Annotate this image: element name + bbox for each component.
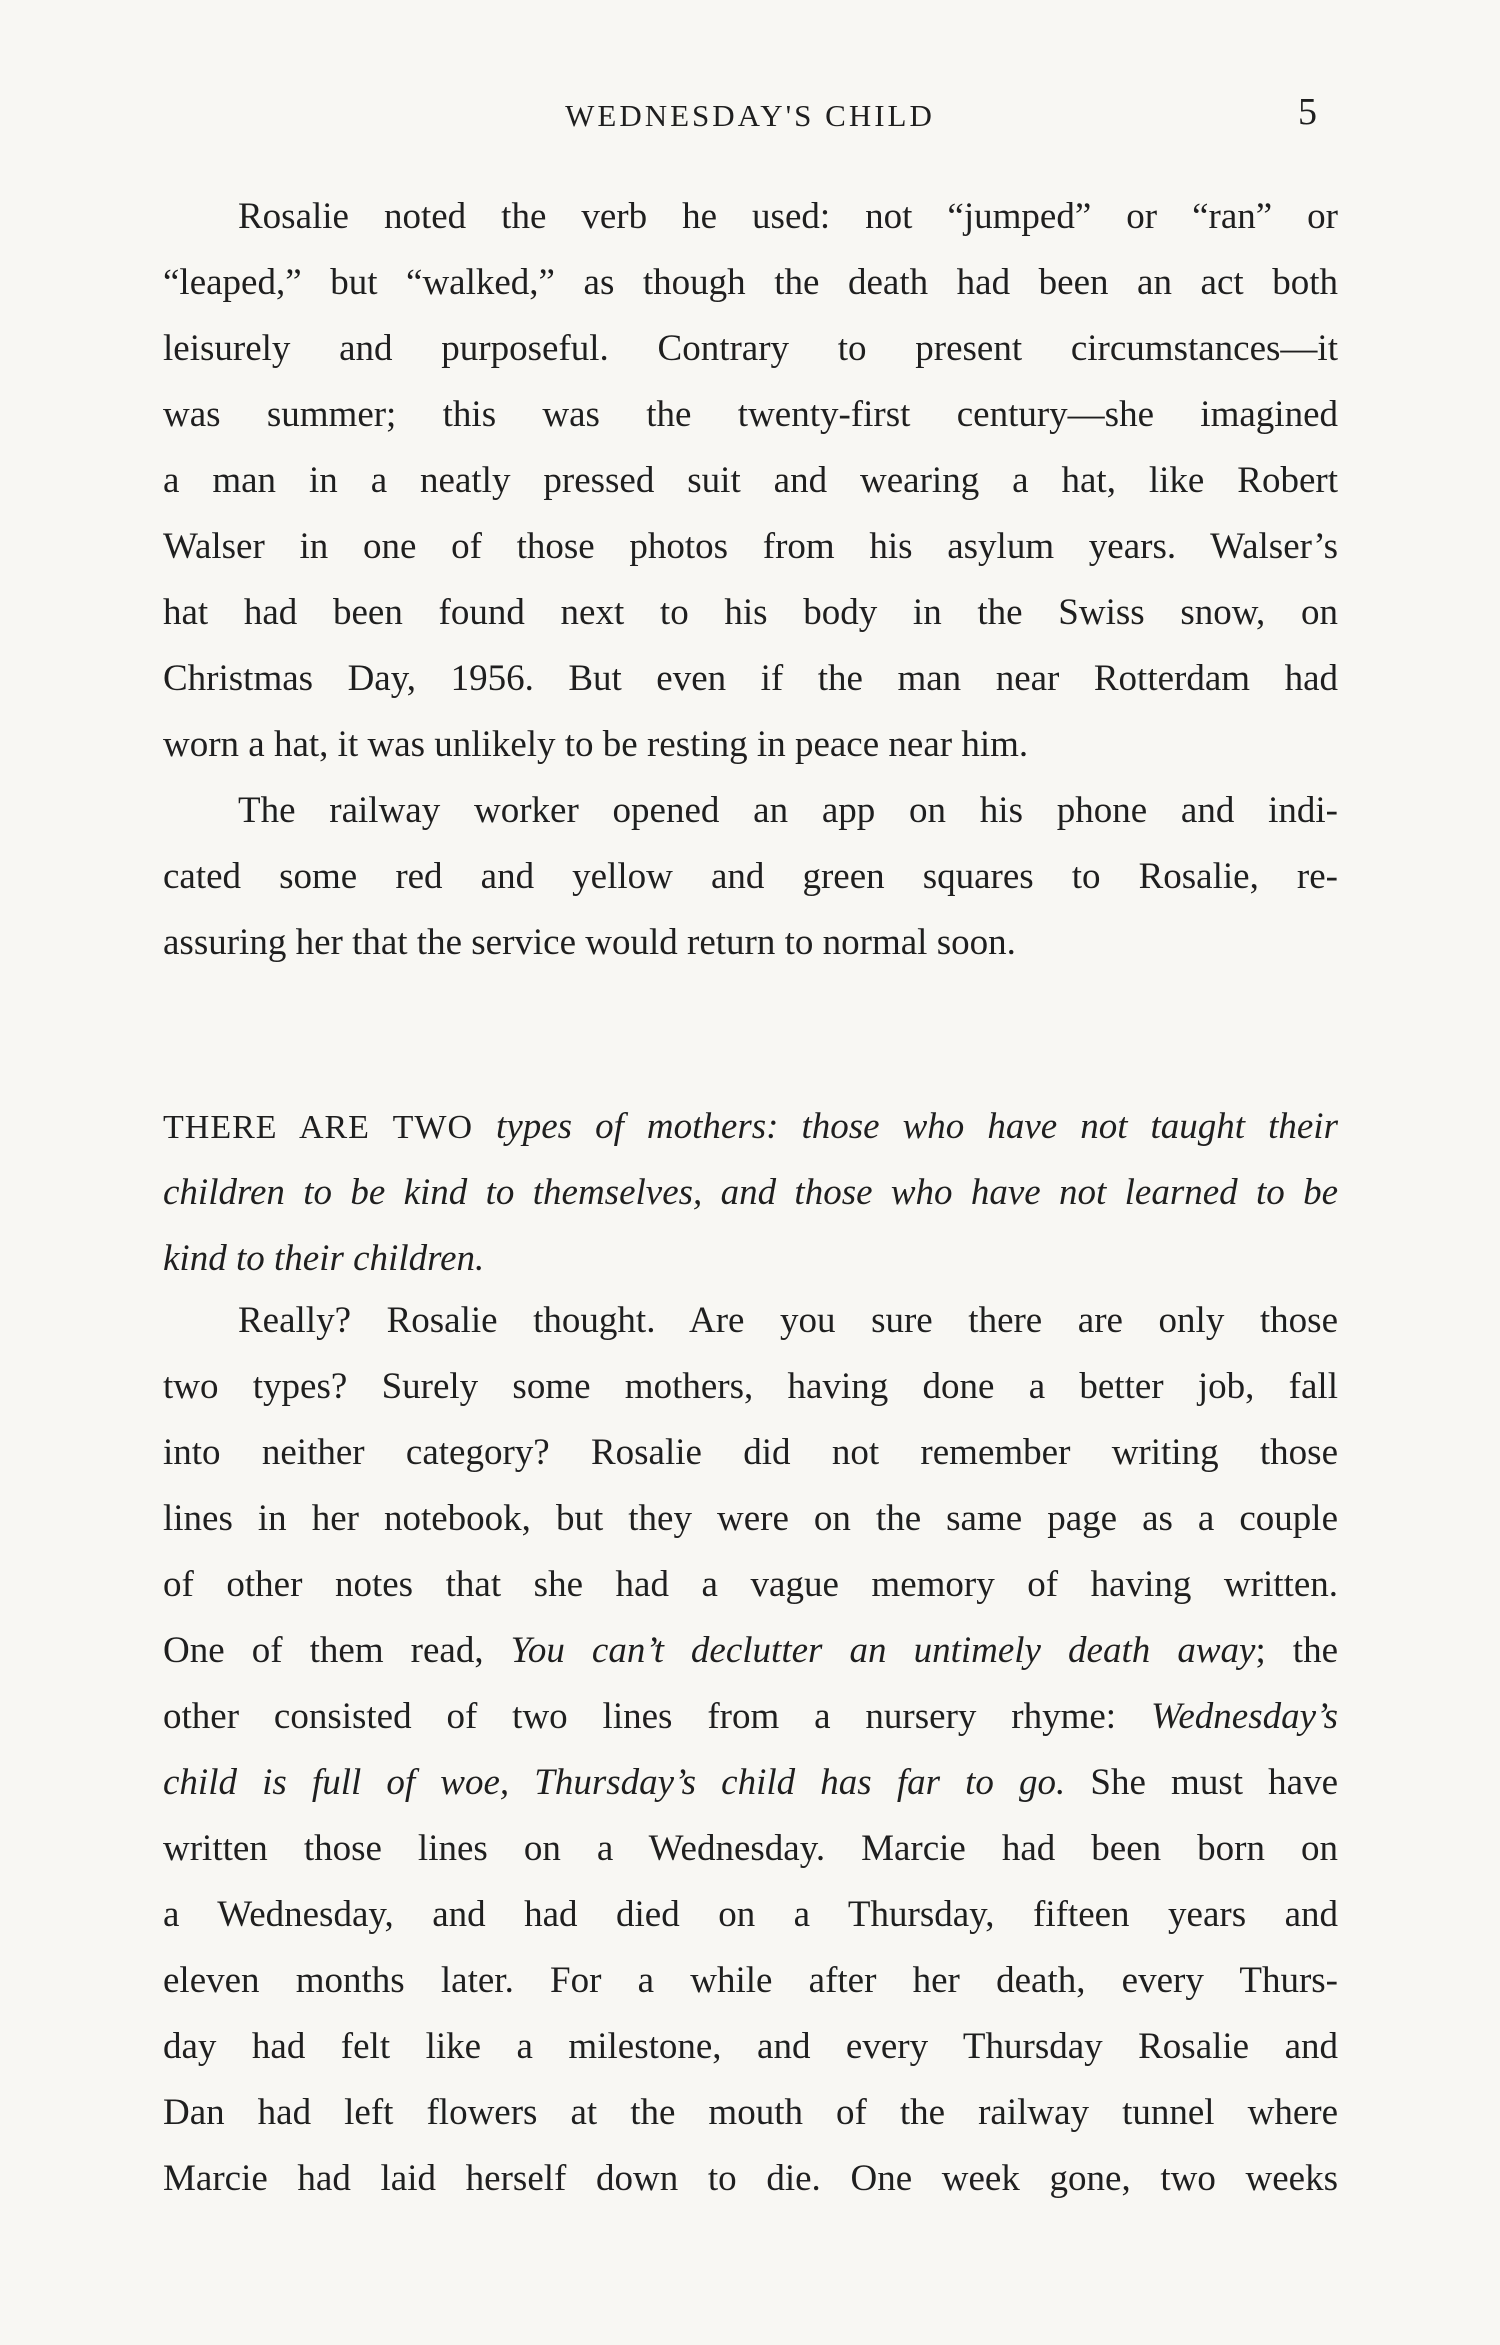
- text-line: Walser in one of those photos from his asylum years. Walser’s: [163, 526, 1338, 567]
- text-line: a Wednesday, and had died on a Thursday, fifteen years and: [163, 1894, 1338, 1935]
- text-line: children to be kind to themselves, and those who have not learned to be: [163, 1172, 1338, 1213]
- text-line: two types? Surely some mothers, having done a better job, fall: [163, 1366, 1338, 1407]
- running-header: WEDNESDAY'S CHILD: [565, 98, 935, 133]
- text-line: [163, 1684, 1338, 1750]
- text-line: hat had been found next to his body in the Swiss snow, on: [163, 592, 1338, 633]
- page-number: 5: [1298, 91, 1317, 133]
- text-line: [163, 1618, 1338, 1684]
- text-line: lines in her notebook, but they were on the same page as a couple: [163, 1498, 1338, 1539]
- text-run: She must have: [1065, 1762, 1338, 1803]
- text-line: of other notes that she had a vague memory of having written.: [163, 1564, 1338, 1605]
- text-line: cated some red and yellow and green squares to Rosalie, re-: [163, 856, 1338, 897]
- text-line: Dan had left flowers at the mouth of the railway tunnel where: [163, 2092, 1338, 2133]
- text-line: assuring her that the service would return to normal soon.: [163, 922, 1016, 963]
- text-line: leisurely and purposeful. Contrary to present circumstances—it: [163, 328, 1338, 369]
- text-line: Christmas Day, 1956. But even if the man near Rotterdam had: [163, 658, 1338, 699]
- italic-note: [163, 1094, 1338, 1292]
- paragraph-4: [163, 1288, 1338, 2212]
- text-line: day had felt like a milestone, and every Thursday Rosalie and: [163, 2026, 1338, 2067]
- italic-run: Wednesday’s: [1150, 1696, 1338, 1737]
- text-run: ; the: [1255, 1630, 1338, 1671]
- text-line: into neither category? Rosalie did not remember writing those: [163, 1432, 1338, 1473]
- text-run: One of them read,: [163, 1630, 511, 1671]
- italic-run: You can’t declutter an untimely death away: [510, 1630, 1256, 1671]
- text-line: [163, 1750, 1338, 1816]
- text-line: eleven months later. For a while after her death, every Thurs-: [163, 1960, 1338, 2001]
- text-line: kind to their children.: [163, 1238, 485, 1279]
- text-run: other consisted of two lines from a nursery rhyme:: [163, 1696, 1151, 1737]
- text-line: Really? Rosalie thought. Are you sure there are only those: [238, 1300, 1338, 1341]
- text-line: [163, 1094, 1338, 1160]
- text-line: The railway worker opened an app on his phone and indi-: [238, 790, 1338, 831]
- text-line: “leaped,” but “walked,” as though the death had been an act both: [163, 262, 1338, 303]
- text-line: written those lines on a Wednesday. Marcie had been born on: [163, 1828, 1338, 1869]
- paragraph-2: [163, 778, 1338, 976]
- text-line: a man in a neatly pressed suit and wearing a hat, like Robert: [163, 460, 1338, 501]
- italic-text: types of mothers: those who have not taught their: [473, 1106, 1338, 1147]
- text-line: Rosalie noted the verb he used: not “jumped” or “ran” or: [238, 196, 1338, 237]
- italic-run: child is full of woe, Thursday’s child has far to go.: [163, 1762, 1066, 1803]
- paragraph-1: [163, 184, 1338, 778]
- text-line: was summer; this was the twenty-first century—she imagined: [163, 394, 1338, 435]
- text-line: Marcie had laid herself down to die. One week gone, two weeks: [163, 2158, 1338, 2199]
- text-line: worn a hat, it was unlikely to be resting in peace near him.: [163, 724, 1029, 765]
- smallcaps-lead: THERE ARE TWO: [163, 1109, 474, 1146]
